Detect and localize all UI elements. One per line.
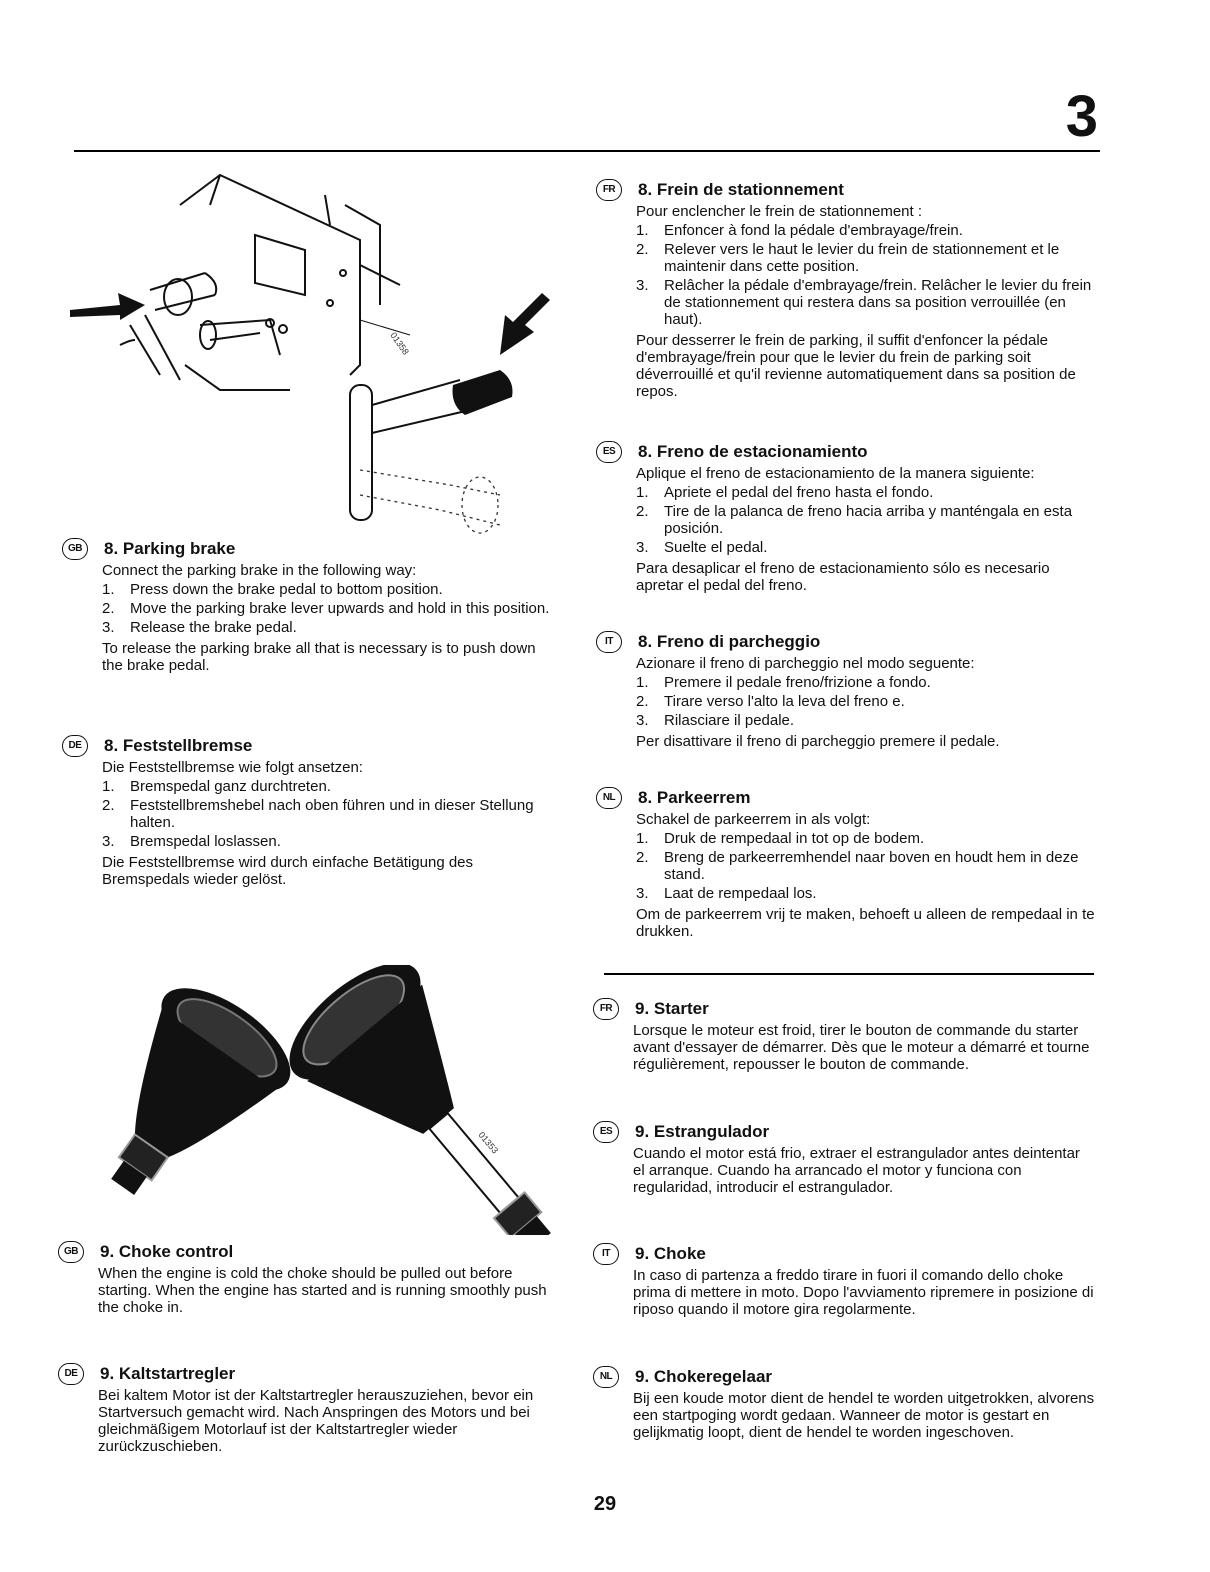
section-title: 9. Estrangulador bbox=[635, 1122, 770, 1141]
choke-knob-illustration bbox=[70, 965, 560, 1235]
it-language-icon: IT bbox=[593, 1243, 619, 1265]
section-intro: Pour enclencher le frein de stationnement : bbox=[636, 203, 923, 220]
list-item: 3. Rilasciare il pedale. bbox=[636, 712, 795, 729]
section-nl-chokeregelaar bbox=[599, 1366, 1095, 1441]
section-outro: To release the parking brake all that is necessary is to push down the brake pedal. bbox=[102, 640, 536, 674]
list-item: 2. Tire de la palanca de freno hacia arriba y manténgala en esta posición. bbox=[636, 503, 1073, 537]
list-item: 3. Laat de rempedaal los. bbox=[636, 885, 817, 902]
gb-language-icon: GB bbox=[62, 538, 88, 560]
list-item: 2. Breng de parkeerremhendel naar boven en houdt hem in deze stand. bbox=[636, 849, 1079, 883]
it-language-icon: IT bbox=[596, 631, 622, 653]
es-language-icon: ES bbox=[596, 441, 622, 463]
section-fr-starter bbox=[599, 998, 1095, 1073]
section-title: 8. Parkeerrem bbox=[638, 788, 751, 807]
chapter-number: 3 bbox=[1065, 84, 1098, 149]
de-language-icon: DE bbox=[62, 735, 88, 757]
section-title: 8. Feststellbremse bbox=[104, 736, 253, 755]
list-item: 3. Relâcher la pédale d'embrayage/frein. Relâcher le levier du frein de stationnement qui restera dans sa position verrouillée (en haut). bbox=[636, 277, 1092, 328]
list-item: 2. Tirare verso l'alto la leva del freno e. bbox=[636, 693, 905, 710]
section-es-freno bbox=[602, 441, 1098, 594]
section-intro: Connect the parking brake in the following way: bbox=[102, 562, 417, 579]
section-title: 9. Starter bbox=[635, 999, 709, 1018]
section-nl-parkeerrem bbox=[602, 787, 1098, 940]
section-title: 9. Chokeregelaar bbox=[635, 1367, 773, 1386]
es-language-icon: ES bbox=[593, 1121, 619, 1143]
list-item: 1. Bremspedal ganz durchtreten. bbox=[102, 778, 331, 795]
step-list bbox=[636, 222, 1098, 328]
section-outro: Para desaplicar el freno de estacionamiento sólo es necesario apretar el pedal del freno. bbox=[636, 560, 1050, 594]
section-de-feststellbremse bbox=[68, 735, 554, 888]
section-es-estrangulador bbox=[599, 1121, 1095, 1196]
section-intro: Aplique el freno de estacionamiento de la manera siguiente: bbox=[636, 465, 1035, 482]
list-item: 2. Feststellbremshebel nach oben führen und in dieser Stellung halten. bbox=[102, 797, 534, 831]
section-title: 8. Parking brake bbox=[104, 539, 236, 558]
section-title: 9. Choke control bbox=[100, 1242, 234, 1261]
section-title: 8. Frein de stationnement bbox=[638, 180, 844, 199]
section-it-choke bbox=[602, 1243, 1095, 1318]
section-gb-choke-control bbox=[64, 1241, 550, 1316]
step-list bbox=[636, 484, 1098, 556]
list-item: 3. Release the brake pedal. bbox=[102, 619, 297, 636]
section-title: 9. Choke bbox=[635, 1244, 706, 1263]
section-de-kaltstartregler bbox=[64, 1363, 550, 1455]
parking-brake-illustration bbox=[60, 165, 560, 540]
step-list bbox=[636, 674, 1098, 729]
section-title: 8. Freno de estacionamiento bbox=[638, 442, 868, 461]
section-gb-parking-brake bbox=[68, 538, 554, 674]
list-item: 2. Move the parking brake lever upwards and hold in this position. bbox=[102, 600, 550, 617]
section-title: 9. Kaltstartregler bbox=[100, 1364, 236, 1383]
list-item: 2. Relever vers le haut le levier du frein de stationnement et le maintenir dans cette position. bbox=[636, 241, 1060, 275]
section-body: Bei kaltem Motor ist der Kaltstartregler herauszuziehen, bevor ein Startversuch gemacht wird. Nach Anspringen des Motors und bei gleichmäßigem Motorlauf ist der Kaltstartregler wieder zurückzuschieben. bbox=[98, 1387, 534, 1455]
header-rule bbox=[74, 150, 1100, 152]
gb-language-icon: GB bbox=[58, 1241, 84, 1263]
de-language-icon: DE bbox=[58, 1363, 84, 1385]
section-body: Cuando el motor está frio, extraer el estrangulador antes deintentar el arranque. Cuando ha arrancado el motor y funciona con regularidad, introducir el estrangulador. bbox=[633, 1145, 1080, 1196]
section-intro: Azionare il freno di parcheggio nel modo seguente: bbox=[636, 655, 975, 672]
list-item: 1. Druk de rempedaal in tot op de bodem. bbox=[636, 830, 925, 847]
section-body: When the engine is cold the choke should be pulled out before starting. When the engine has started and is running smoothly push the choke in. bbox=[98, 1265, 547, 1316]
list-item: 1. Press down the brake pedal to bottom position. bbox=[102, 581, 443, 598]
section-intro: Die Feststellbremse wie folgt ansetzen: bbox=[102, 759, 363, 776]
section-divider bbox=[604, 973, 1094, 975]
section-outro: Die Feststellbremse wird durch einfache Betätigung des Bremspedals wieder gelöst. bbox=[102, 854, 474, 888]
section-outro: Pour desserrer le frein de parking, il suffit d'enfoncer la pédale d'embrayage/frein pour que le levier du frein de parking soit déverrouillé et qu'il revienne automatiquement dans sa position de repos. bbox=[636, 332, 1076, 400]
section-body: Lorsque le moteur est froid, tirer le bouton de commande du starter avant d'essayer de démarrer. Dès que le moteur a démarré et tourne régulièrement, repousser le bouton de commande. bbox=[633, 1022, 1090, 1073]
section-body: Bij een koude motor dient de hendel te worden uitgetrokken, alvorens een startpoging wordt gedaan. Wanneer de motor is gestart en gelijkmatig loopt, dient de hendel te worden ingeschoven. bbox=[633, 1390, 1095, 1441]
list-item: 1. Premere il pedale freno/frizione a fondo. bbox=[636, 674, 931, 691]
section-outro: Per disattivare il freno di parcheggio premere il pedale. bbox=[636, 733, 1000, 750]
section-body: In caso di partenza a freddo tirare in fuori il comando dello choke prima di mettere in moto. Dopo l'avviamento ripremere in posizione di riposo quando il motore gira regolarmente. bbox=[633, 1267, 1094, 1318]
section-intro: Schakel de parkeerrem in als volgt: bbox=[636, 811, 871, 828]
section-outro: Om de parkeerrem vrij te maken, behoeft u alleen de rempedaal in te drukken. bbox=[636, 906, 1095, 940]
fr-language-icon: FR bbox=[596, 179, 622, 201]
section-title: 8. Freno di parcheggio bbox=[638, 632, 821, 651]
nl-language-icon: NL bbox=[593, 1366, 619, 1388]
list-item: 1. Apriete el pedal del freno hasta el fondo. bbox=[636, 484, 934, 501]
choke-figure-code: 01353 bbox=[476, 1129, 501, 1156]
section-it-freno bbox=[605, 631, 1098, 750]
page-number: 29 bbox=[593, 1493, 617, 1515]
list-item: 3. Bremspedal loslassen. bbox=[102, 833, 281, 850]
nl-language-icon: NL bbox=[596, 787, 622, 809]
step-list bbox=[636, 830, 1098, 902]
step-list bbox=[102, 778, 554, 850]
list-item: 3. Suelte el pedal. bbox=[636, 539, 768, 556]
fr-language-icon: FR bbox=[593, 998, 619, 1020]
step-list bbox=[102, 581, 554, 636]
section-fr-frein bbox=[602, 179, 1098, 400]
brake-figure-code: 01358 bbox=[388, 330, 411, 357]
list-item: 1. Enfoncer à fond la pédale d'embrayage/frein. bbox=[636, 222, 963, 239]
